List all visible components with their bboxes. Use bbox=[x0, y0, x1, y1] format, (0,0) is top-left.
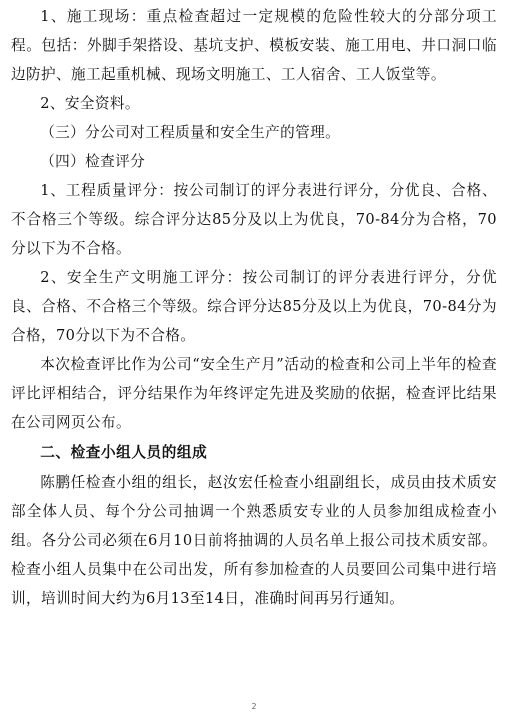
paragraph-quality-scoring: 1、工程质量评分：按公司制订的评分表进行评分，分优良、合格、不合格三个等级。综合评分达85分及以上为优良，70-84分为合格，70分以下为不合格。 bbox=[11, 182, 497, 257]
paragraph-team-members: 陈鹏任检查小组的组长，赵汝宏任检查小组副组长，成员由技术质安部全体人员、每个分公司抽调一个熟悉质安专业的人员参加组成检查小组。各分公司必须在6月10日前将抽调的人员名单上报公司技术质安部。检查小组人员集中在公司出发，所有参加检查的人员要回公司集中进行培训，培训时间大约为6月13至14日，准确时间再另行通知。 bbox=[11, 474, 497, 607]
document-body bbox=[11, 2, 497, 613]
section-heading-team: 二、检查小组人员的组成 bbox=[40, 444, 208, 461]
paragraph-branch-management: （三）分公司对工程质量和安全生产的管理。 bbox=[40, 124, 341, 141]
paragraph-construction-site: 1、施工现场：重点检查超过一定规模的危险性较大的分部分项工程。包括：外脚手架搭设、基坑支护、模板安装、施工用电、井口洞口临边防护、施工起重机械、现场文明施工、工人宿舍、工人饭堂等。 bbox=[11, 8, 497, 83]
paragraph-inspection-notes: 本次检查评比作为公司“安全生产月”活动的检查和公司上半年的检查评比评相结合，评分结果作为年终评定先进及奖励的依据，检查评比结果在公司网页公布。 bbox=[11, 356, 497, 431]
paragraph-safety-scoring: 2、安全生产文明施工评分：按公司制订的评分表进行评分，分优良、合格、不合格三个等级。综合评分达85分及以上为优良，70-84分为合格，70分以下为不合格。 bbox=[11, 269, 497, 344]
page-number: 2 bbox=[251, 702, 257, 711]
paragraph-safety-documents: 2、安全资料。 bbox=[40, 95, 140, 112]
paragraph-inspection-scoring: （四）检查评分 bbox=[40, 153, 146, 170]
